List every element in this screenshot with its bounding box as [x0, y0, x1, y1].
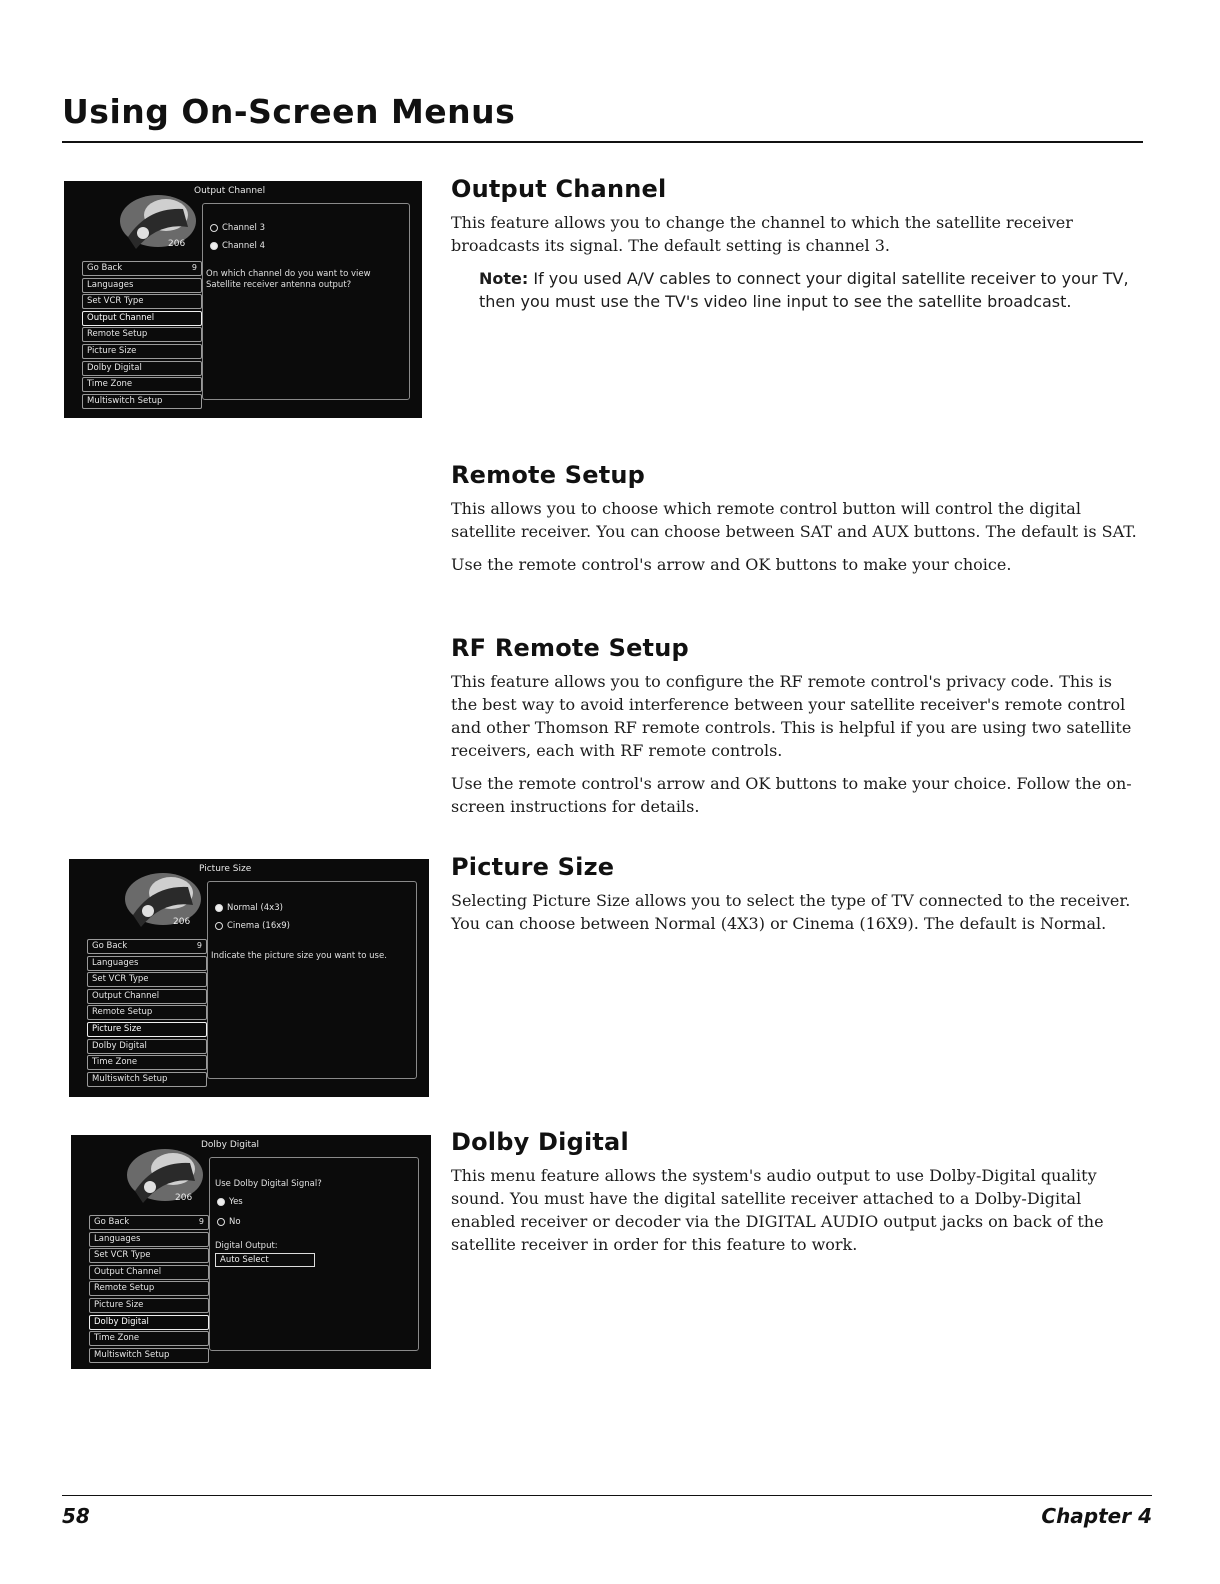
section-body: This allows you to choose which remote control button will control the digital satellite receiver. You can choose between SAT and AUX buttons. The default is SAT.: [451, 499, 1137, 541]
chapter-label: Chapter 4: [1041, 1504, 1152, 1528]
menu-item-set-vcr-type[interactable]: Set VCR Type: [89, 1248, 209, 1263]
screenshot-output-channel: [64, 181, 422, 418]
menu-item-output-channel[interactable]: Output Channel: [87, 989, 207, 1004]
back-key-label: 9: [196, 941, 202, 950]
section-heading: Picture Size: [451, 853, 615, 881]
main-menu-list: [82, 261, 202, 410]
menu-item-dolby-digital[interactable]: Dolby Digital: [82, 361, 202, 376]
radio-selected-icon: [215, 904, 223, 912]
option-channel-3[interactable]: [210, 223, 265, 233]
prompt-text: On which channel do you want to view Satellite receiver antenna output?: [206, 269, 371, 290]
digital-output-select[interactable]: Auto Select: [215, 1253, 315, 1267]
menu-item-dolby-digital[interactable]: Dolby Digital: [89, 1315, 209, 1330]
screenshot-dolby-digital: [71, 1135, 431, 1369]
option-label: Normal (4x3): [227, 903, 283, 913]
menu-item-go-back[interactable]: [82, 261, 202, 276]
menu-item-go-back[interactable]: [89, 1215, 209, 1230]
section-picture-size: [451, 853, 1143, 945]
note-text: If you used A/V cables to connect your digital satellite receiver to your TV, then you must use the TV's video line input to see the satellite broadcast.: [479, 269, 1129, 311]
menu-item-label: Go Back: [87, 263, 123, 273]
section-rf-remote-setup: [451, 634, 1143, 828]
menu-item-dolby-digital[interactable]: Dolby Digital: [87, 1039, 207, 1054]
note-label: Note:: [479, 269, 529, 288]
page-title: Using On-Screen Menus: [62, 92, 516, 131]
menu-item-remote-setup[interactable]: Remote Setup: [82, 327, 202, 342]
radio-unselected-icon: [215, 922, 223, 930]
option-channel-4[interactable]: [210, 241, 265, 251]
section-heading: Output Channel: [451, 175, 667, 203]
channel-number: 206: [175, 1193, 193, 1203]
radio-unselected-icon: [217, 1218, 225, 1226]
screenshot-picture-size: [69, 859, 429, 1097]
back-key-label: 9: [191, 263, 197, 272]
section-remote-setup: [451, 461, 1143, 586]
screen-title: Dolby Digital: [201, 1140, 260, 1150]
section-dolby-digital: [451, 1128, 1143, 1266]
radio-unselected-icon: [210, 224, 218, 232]
menu-item-time-zone[interactable]: Time Zone: [89, 1331, 209, 1346]
radio-selected-icon: [217, 1198, 225, 1206]
section-body: Selecting Picture Size allows you to select the type of TV connected to the receiver. You can choose between Normal (4X3) or Cinema (16X9). The default is Normal.: [451, 891, 1131, 933]
option-label: Yes: [229, 1197, 243, 1207]
section-body: This menu feature allows the system's audio output to use Dolby-Digital quality sound. You must have the digital satellite receiver attached to a Dolby-Digital enabled receiver or decoder via the DIGITAL AUDIO output jacks on back of the satellite receiver in order for this feature to work.: [451, 1166, 1104, 1254]
section-body: This feature allows you to configure the RF remote control's privacy code. This is the best way to avoid interference between your satellite receiver's remote control and other Thomson RF remote controls. This is helpful if you are using two satellite receivers, each with RF remote controls.: [451, 672, 1132, 760]
menu-item-remote-setup[interactable]: Remote Setup: [89, 1281, 209, 1296]
menu-item-set-vcr-type[interactable]: Set VCR Type: [82, 294, 202, 309]
main-menu-list: [89, 1215, 209, 1364]
question-text: Use Dolby Digital Signal?: [215, 1179, 322, 1189]
menu-item-output-channel[interactable]: Output Channel: [89, 1265, 209, 1280]
radio-selected-icon: [210, 242, 218, 250]
option-yes[interactable]: [217, 1197, 243, 1207]
option-normal[interactable]: [215, 903, 283, 913]
menu-item-multiswitch-setup[interactable]: Multiswitch Setup: [82, 394, 202, 409]
menu-item-time-zone[interactable]: Time Zone: [82, 377, 202, 392]
menu-item-time-zone[interactable]: Time Zone: [87, 1055, 207, 1070]
section-heading: Dolby Digital: [451, 1128, 629, 1156]
menu-item-label: Go Back: [94, 1217, 130, 1227]
page-number: 58: [62, 1504, 90, 1528]
footer-rule: [62, 1495, 1152, 1496]
section-heading: RF Remote Setup: [451, 634, 689, 662]
menu-item-remote-setup[interactable]: Remote Setup: [87, 1005, 207, 1020]
option-label: Channel 3: [222, 223, 266, 233]
section-heading: Remote Setup: [451, 461, 646, 489]
section-body: Use the remote control's arrow and OK buttons to make your choice.: [451, 555, 1012, 574]
section-output-channel: [451, 175, 1143, 323]
option-label: Cinema (16x9): [227, 921, 290, 931]
main-menu-list: [87, 939, 207, 1088]
section-body: This feature allows you to change the channel to which the satellite receiver broadcasts its signal. The default setting is channel 3.: [451, 213, 1073, 255]
menu-item-multiswitch-setup[interactable]: Multiswitch Setup: [87, 1072, 207, 1087]
option-label: No: [229, 1217, 241, 1227]
menu-item-label: Go Back: [92, 941, 128, 951]
channel-number: 206: [168, 239, 186, 249]
option-cinema[interactable]: [215, 921, 290, 931]
screen-title: Output Channel: [194, 186, 266, 196]
option-no[interactable]: [217, 1217, 241, 1227]
note-paragraph: [479, 267, 1143, 313]
menu-item-picture-size[interactable]: Picture Size: [82, 344, 202, 359]
channel-number: 206: [173, 917, 191, 927]
menu-item-go-back[interactable]: [87, 939, 207, 954]
menu-item-multiswitch-setup[interactable]: Multiswitch Setup: [89, 1348, 209, 1363]
back-key-label: 9: [198, 1217, 204, 1226]
section-body: Use the remote control's arrow and OK buttons to make your choice. Follow the on-screen instructions for details.: [451, 774, 1132, 816]
screen-title: Picture Size: [199, 864, 252, 874]
menu-item-languages[interactable]: Languages: [87, 956, 207, 971]
menu-item-picture-size[interactable]: Picture Size: [89, 1298, 209, 1313]
menu-item-set-vcr-type[interactable]: Set VCR Type: [87, 972, 207, 987]
menu-item-languages[interactable]: Languages: [82, 278, 202, 293]
option-label: Channel 4: [222, 241, 266, 251]
satellite-logo-image: [88, 187, 208, 263]
satellite-logo-image: [95, 1141, 215, 1217]
menu-item-picture-size[interactable]: Picture Size: [87, 1022, 207, 1037]
satellite-logo-image: [93, 865, 213, 941]
menu-item-output-channel[interactable]: Output Channel: [82, 311, 202, 326]
digital-output-label: Digital Output:: [215, 1241, 278, 1251]
menu-item-languages[interactable]: Languages: [89, 1232, 209, 1247]
title-rule: [62, 141, 1143, 143]
prompt-text: Indicate the picture size you want to use.: [211, 951, 387, 961]
